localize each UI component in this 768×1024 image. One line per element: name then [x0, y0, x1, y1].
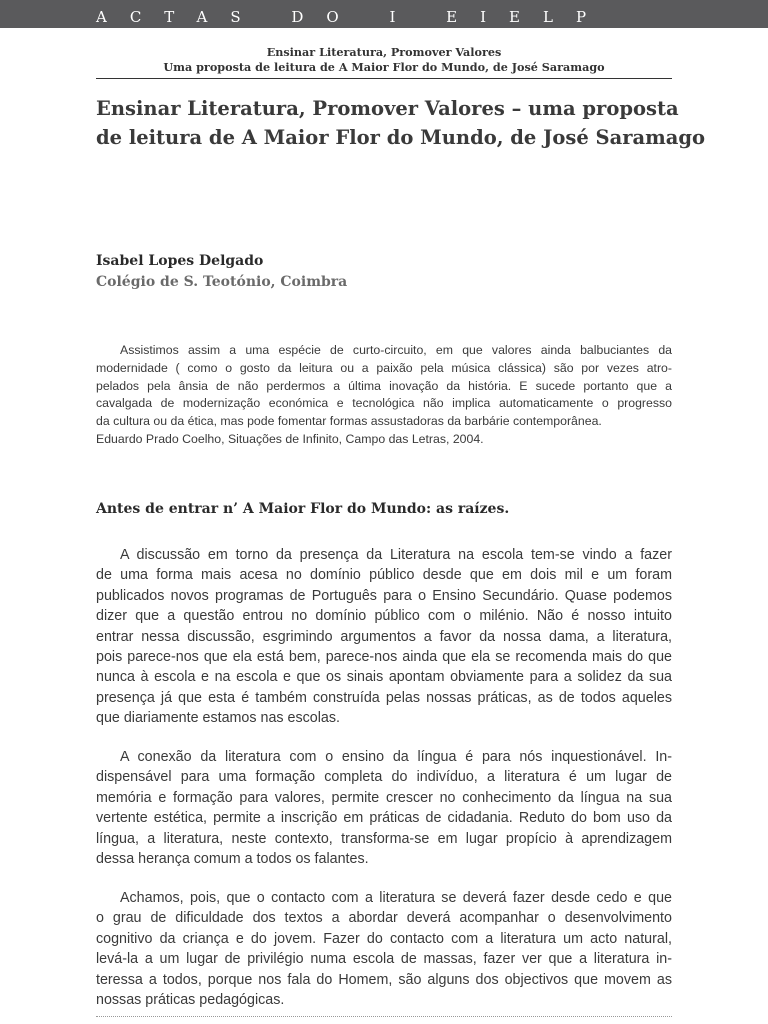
- epigraph: [96, 342, 672, 449]
- body-paragraph: [96, 747, 672, 869]
- header-band: [0, 0, 768, 28]
- epigraph-line: cavalgada de modernização económica e tecnológica não implica automaticamente o progresso: [96, 396, 672, 411]
- paragraph-line: língua, a literatura, neste contexto, transforma-se em lugar propício à aprendizagem: [96, 830, 672, 847]
- paragraph-line: cognitivo da criança e do jovem. Fazer do contacto com a literatura um acto natural,: [96, 930, 672, 947]
- paragraph-line: que diariamente estamos nas escolas.: [96, 710, 340, 727]
- paragraph-line: A discussão em torno da presença da Literatura na escola tem-se vindo a fazer: [120, 547, 672, 563]
- paragraph-line: de uma forma mais acesa no domínio público desde que em dois mil e um foram: [96, 567, 672, 584]
- paragraph-line: vertente estética, permite a inscrição em práticas de cidadania. Reduto do bom uso da: [96, 810, 672, 827]
- section-heading: Antes de entrar n’ A Maior Flor do Mundo: as raízes.: [96, 501, 510, 517]
- journal-name: ACTAS DO I EIELP: [96, 8, 610, 26]
- title-line-2: de leitura de A Maior Flor do Mundo, de José Saramago: [96, 126, 706, 149]
- epigraph-source: Eduardo Prado Coelho, Situações de Infinito, Campo das Letras, 2004.: [96, 431, 484, 446]
- paragraph-line: publicados novos programas de Português para o Ensino Secundário. Quase podemos: [96, 587, 672, 604]
- header-rule: [96, 78, 672, 79]
- paragraph-line: A conexão da literatura com o ensino da língua é para nós inquestionável. In-: [120, 749, 672, 765]
- paragraph-line: teressa a todos, porque nos fala do Homem, são alguns dos objectivos que movem as: [96, 971, 672, 988]
- paragraph-line: nunca à escola e na escola e que os sinais apontam obviamente para a solidez da sua: [96, 669, 672, 686]
- body-paragraph: [96, 888, 672, 1010]
- paragraph-line: o grau de dificuldade dos textos a abordar deverá acompanhar o desenvolvimento: [96, 910, 672, 927]
- title-line-1: Ensinar Literatura, Promover Valores – uma proposta: [96, 97, 679, 120]
- paragraph-line: pois parece-nos que ela está bem, parece-nos ainda que ela se recomenda mais do que: [96, 648, 672, 665]
- footer-rule: [96, 1016, 672, 1017]
- epigraph-line: pelados pela ânsia de não perdermos a última inovação da história. E sucede portanto que a: [96, 378, 672, 393]
- paragraph-line: dispensável para uma formação completa do indivíduo, a literatura é um lugar de: [96, 769, 672, 786]
- paragraph-line: dessa herança comum a todos os falantes.: [96, 850, 369, 867]
- epigraph-line: da cultura ou da ética, mas pode fomentar formas assustadoras da barbárie contemporânea.: [96, 414, 602, 429]
- running-head: [96, 45, 672, 75]
- paragraph-line: presença já que esta é também construída pelas nossas práticas, as de todos aqueles: [96, 689, 672, 706]
- paragraph-line: Achamos, pois, que o contacto com a literatura se deverá fazer desde cedo e que: [120, 890, 672, 906]
- running-head-line-2: Uma proposta de leitura de A Maior Flor do Mundo, de José Saramago: [163, 60, 605, 74]
- article-title: [96, 94, 706, 152]
- epigraph-line: Assistimos assim a uma espécie de curto-circuito, em que valores ainda balbuciantes da: [120, 343, 672, 357]
- epigraph-line: modernidade ( como o gosto da leitura ou a paixão pela música clássica) são por vezes atro-: [96, 360, 672, 375]
- author-affiliation: Colégio de S. Teotónio, Coimbra: [96, 274, 348, 290]
- paragraph-line: memória e formação para valores, permite crescer no conhecimento da língua na sua: [96, 789, 672, 806]
- paragraph-line: levá-la a um lugar de privilégio numa escola de massas, fazer ver que a literatura in-: [96, 951, 672, 968]
- paragraph-line: entrar nessa discussão, esgrimindo argumentos a favor da nossa dama, a literatura,: [96, 628, 672, 645]
- body-paragraph: [96, 545, 672, 729]
- paragraph-line: nossas práticas pedagógicas.: [96, 991, 285, 1008]
- running-head-line-1: Ensinar Literatura, Promover Valores: [266, 45, 502, 59]
- paragraph-line: dizer que a questão entrou no domínio público com o milénio. Não é nosso intuito: [96, 608, 672, 625]
- author-name: Isabel Lopes Delgado: [96, 253, 264, 269]
